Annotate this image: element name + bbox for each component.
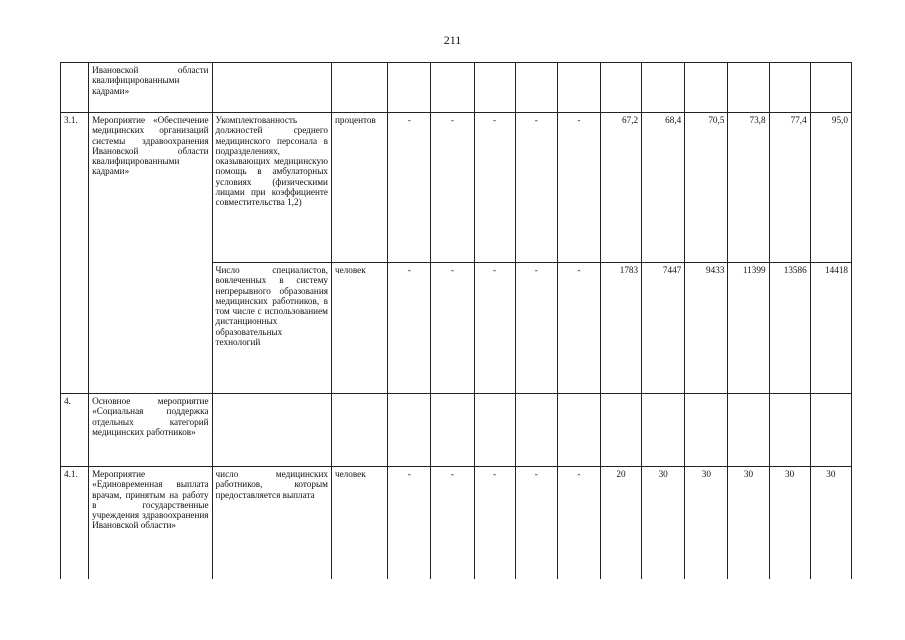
value-cell: 13586 bbox=[769, 263, 810, 394]
value-cell bbox=[515, 394, 557, 467]
value-cell bbox=[728, 63, 769, 113]
value-cell: 7447 bbox=[642, 263, 685, 394]
value-cell: 9433 bbox=[685, 263, 728, 394]
value-cell: 11399 bbox=[728, 263, 769, 394]
table-row bbox=[61, 394, 852, 467]
page-number: 211 bbox=[443, 33, 462, 47]
value-cell: - bbox=[474, 113, 515, 263]
activity-name: Ивановской области квалифицированными кадрами» bbox=[89, 63, 212, 113]
unit-cell: человек bbox=[331, 467, 387, 579]
activity-name: Мероприятие «Единовременная выплата врачам, принятым на работу в государственные учреждения здравоохранения Ивановской области» bbox=[89, 467, 212, 579]
value-cell: 68,4 bbox=[642, 113, 685, 263]
indicator-name: число медицинских работников, которым предоставляется выплата bbox=[212, 467, 331, 579]
value-cell: - bbox=[557, 263, 600, 394]
value-cell: - bbox=[557, 113, 600, 263]
value-cell bbox=[685, 394, 728, 467]
value-cell: - bbox=[431, 263, 474, 394]
value-cell: - bbox=[431, 113, 474, 263]
value-cell bbox=[388, 394, 431, 467]
table-row bbox=[61, 467, 852, 579]
value-cell: - bbox=[474, 467, 515, 579]
value-cell: 20 bbox=[600, 467, 641, 579]
value-cell: 1783 bbox=[600, 263, 641, 394]
indicator-name bbox=[212, 63, 331, 113]
value-cell: 30 bbox=[769, 467, 810, 579]
row-number: 4. bbox=[61, 394, 89, 467]
indicator-name: Укомплектованность должностей среднего медицинского персонала в подразделениях, оказывающих медицинскую помощь в амбулаторных условиях (физическими лицами при коэффициенте совместительства 1,2) bbox=[212, 113, 331, 263]
value-cell: - bbox=[431, 467, 474, 579]
value-cell: 30 bbox=[728, 467, 769, 579]
value-cell: - bbox=[515, 113, 557, 263]
unit-cell bbox=[331, 63, 387, 113]
value-cell: - bbox=[515, 467, 557, 579]
row-number bbox=[61, 63, 89, 113]
value-cell: - bbox=[388, 467, 431, 579]
unit-cell: процентов bbox=[331, 113, 387, 263]
value-cell: 67,2 bbox=[600, 113, 641, 263]
value-cell: - bbox=[474, 263, 515, 394]
value-cell bbox=[431, 394, 474, 467]
value-cell: - bbox=[388, 113, 431, 263]
value-cell bbox=[810, 63, 851, 113]
value-cell: 73,8 bbox=[728, 113, 769, 263]
value-cell: 30 bbox=[642, 467, 685, 579]
table-row bbox=[61, 113, 852, 263]
indicators-table bbox=[60, 62, 852, 579]
value-cell bbox=[685, 63, 728, 113]
value-cell bbox=[810, 394, 851, 467]
value-cell bbox=[474, 394, 515, 467]
row-number: 4.1. bbox=[61, 467, 89, 579]
activity-name: Мероприятие «Обеспечение медицинских организаций системы здравоохранения Ивановской области квалифицированными кадрами» bbox=[89, 113, 212, 394]
unit-cell: человек bbox=[331, 263, 387, 394]
value-cell: 77,4 bbox=[769, 113, 810, 263]
value-cell bbox=[474, 63, 515, 113]
value-cell: - bbox=[515, 263, 557, 394]
indicator-name: Число специалистов, вовлеченных в систему непрерывного образования медицинских работников, в том числе с использованием дистанционных образовательных технологий bbox=[212, 263, 331, 394]
value-cell bbox=[557, 63, 600, 113]
activity-name: Основное мероприятие «Социальная поддержка отдельных категорий медицинских работников» bbox=[89, 394, 212, 467]
value-cell bbox=[557, 394, 600, 467]
value-cell: - bbox=[388, 263, 431, 394]
value-cell bbox=[769, 63, 810, 113]
value-cell bbox=[515, 63, 557, 113]
value-cell: 30 bbox=[810, 467, 851, 579]
value-cell bbox=[769, 394, 810, 467]
indicator-name bbox=[212, 394, 331, 467]
unit-cell bbox=[331, 394, 387, 467]
value-cell bbox=[600, 63, 641, 113]
value-cell: 95,0 bbox=[810, 113, 851, 263]
value-cell bbox=[431, 63, 474, 113]
value-cell: 30 bbox=[685, 467, 728, 579]
value-cell bbox=[642, 63, 685, 113]
value-cell bbox=[600, 394, 641, 467]
value-cell: - bbox=[557, 467, 600, 579]
value-cell: 14418 bbox=[810, 263, 851, 394]
value-cell bbox=[388, 63, 431, 113]
value-cell bbox=[728, 394, 769, 467]
value-cell: 70,5 bbox=[685, 113, 728, 263]
row-number: 3.1. bbox=[61, 113, 89, 394]
value-cell bbox=[642, 394, 685, 467]
table-row bbox=[61, 63, 852, 113]
